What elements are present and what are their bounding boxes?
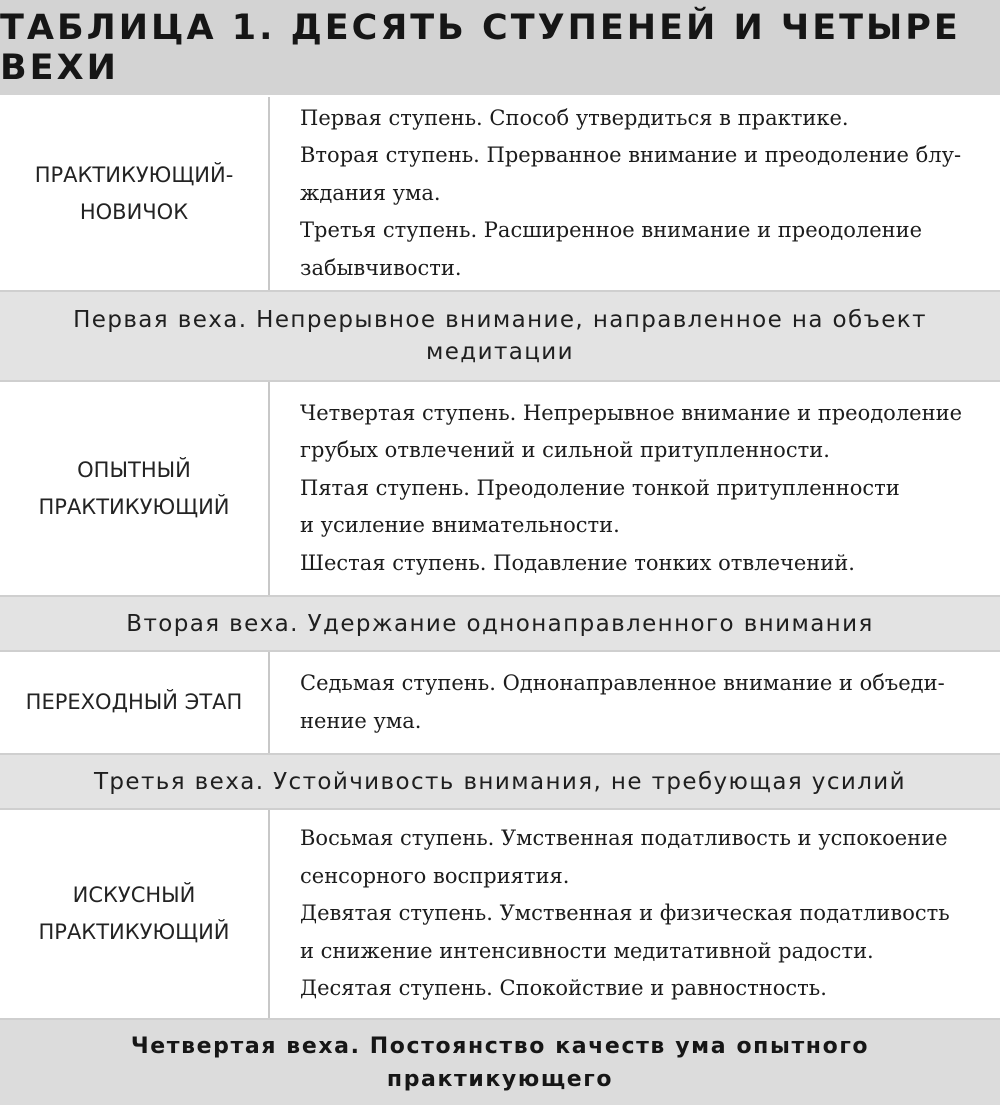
stage-label [0,97,270,290]
milestone-line: Вторая веха. Удержание однонаправленного внимания [126,610,874,637]
stage-label-line: ПЕРЕХОДНЫЙ ЭТАП [25,690,243,714]
stage-label [0,652,270,753]
milestone-line: Первая веха. Непрерывное внимание, направленное на объект [73,307,927,333]
milestone-line: Четвертая веха. Постоянство качеств ума опытного [130,1033,870,1059]
stage-label-line: ПРАКТИКУЮЩИЙ- [34,162,234,187]
step-line: грубых отвлечений и сильной притупленности. [300,438,830,463]
step-line: и усиление внимательности. [300,513,620,538]
table-row-novice [0,97,1000,292]
table-row-skilled [0,810,1000,1020]
step-line: Девятая ступень. Умственная и физическая податливость [300,901,950,926]
step-line: и снижение интенсивности медитативной радости. [300,938,874,963]
step-line: ждания ума. [300,180,441,205]
stage-label-line: ПРАКТИКУЮЩИЙ [38,920,230,944]
milestone-line: практикующего [386,1066,614,1092]
milestone-2 [0,597,1000,652]
step-line: Третья ступень. Расширенное внимание и преодоление [300,218,923,243]
stage-label [0,810,270,1018]
step-line: Шестая ступень. Подавление тонких отвлечений. [300,550,855,575]
step-line: Седьмая ступень. Однонаправленное внимание и объеди- [300,671,945,695]
steps-cell [270,97,1000,290]
steps-cell [270,382,1000,595]
milestone-line: Третья веха. Устойчивость внимания, не требующая усилий [93,768,907,795]
milestone-line: медитации [426,339,574,365]
steps-cell [270,810,1000,1018]
step-line: Восьмая ступень. Умственная податливость и успокоение [300,826,948,851]
stage-label-line: ПРАКТИКУЮЩИЙ [38,494,230,519]
stage-label-line: ОПЫТНЫЙ [77,457,191,482]
milestone-4 [0,1020,1000,1105]
step-line: нение ума. [300,708,422,733]
step-line: сенсорного восприятия. [300,863,570,888]
steps-cell [270,652,1000,753]
table-row-experienced [0,382,1000,597]
step-line: Четвертая ступень. Непрерывное внимание и преодоление [300,400,963,425]
step-line: Вторая ступень. Прерванное внимание и преодоление блу- [300,143,962,168]
table-row-transition [0,652,1000,755]
milestone-3 [0,755,1000,810]
step-line: Первая ступень. Способ утвердиться в практике. [300,105,849,130]
stage-label-line: ИСКУСНЫЙ [72,883,196,907]
milestone-1 [0,292,1000,382]
table-title: ТАБЛИЦА 1. ДЕСЯТЬ СТУПЕНЕЙ И ЧЕТЫРЕ ВЕХИ [0,0,1000,97]
step-line: Пятая ступень. Преодоление тонкой притупленности [300,475,900,500]
stage-label-line: НОВИЧОК [79,199,189,224]
stage-label [0,382,270,595]
step-line: Десятая ступень. Спокойствие и равностность. [300,976,827,1001]
step-line: забывчивости. [300,255,462,280]
